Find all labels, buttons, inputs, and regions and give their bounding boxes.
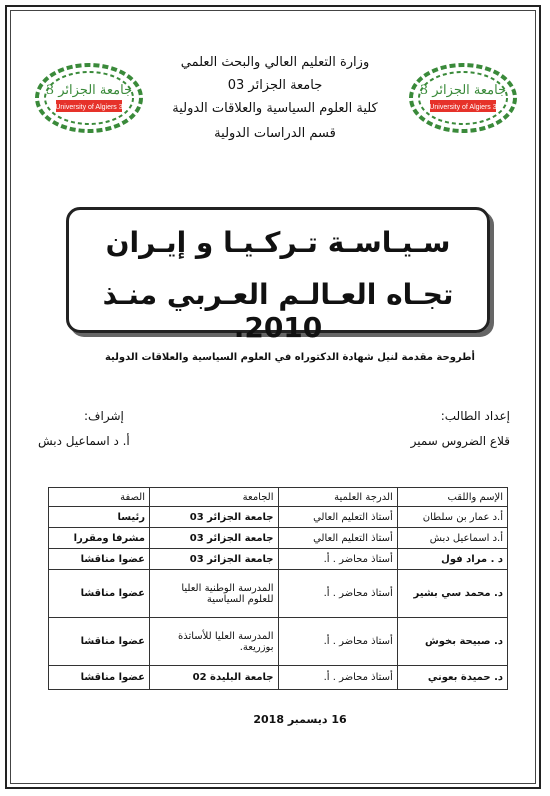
member-university: المدرسة الوطنية العليا للعلوم السياسية (150, 570, 279, 618)
member-rank: أستاذ محاضر . أ. (278, 618, 397, 666)
department-name: قسم الدراسات الدولية (214, 126, 336, 141)
thesis-subtitle: أطروحة مقدمة لنيل شهادة الدكتوراه في العلوم السياسية والعلاقات الدولية (104, 352, 475, 363)
col-header-name: الإسم واللقب (397, 488, 507, 507)
table-row (49, 528, 508, 549)
defense-date: 16 ديسمبر 2018 (253, 713, 347, 726)
jury-table (48, 487, 508, 690)
university-name: جامعة الجزائر 03 (227, 78, 323, 93)
member-role: عضوا مناقشا (49, 549, 150, 570)
member-university: جامعة الجزائر 03 (150, 549, 279, 570)
col-header-rank: الدرجة العلمية (278, 488, 397, 507)
table-row (49, 618, 508, 666)
member-university: جامعة الجزائر 03 (150, 528, 279, 549)
member-name: أ.د اسماعيل دبش (397, 528, 507, 549)
member-university: المدرسة العليا للأساتذة بوزريعة. (150, 618, 279, 666)
member-name: د. صبيحة بخوش (397, 618, 507, 666)
table-row (49, 666, 508, 690)
student-label: إعداد الطالب: (440, 409, 510, 423)
member-role: رئيسا (49, 507, 150, 528)
member-rank: أستاذ محاضر . أ. (278, 666, 397, 690)
university-logo-right (408, 62, 518, 134)
table-row (49, 570, 508, 618)
supervisor-name: أ. د اسماعيل دبش (38, 434, 130, 448)
member-rank: أستاذ التعليم العالي (278, 507, 397, 528)
member-name: د . مراد فول (397, 549, 507, 570)
member-name: أ.د عمار بن سلطان (397, 507, 507, 528)
member-role: عضوا مناقشا (49, 666, 150, 690)
title-box (66, 207, 490, 344)
supervisor-label: إشراف: (84, 409, 124, 423)
member-university: جامعة الجزائر 03 (150, 507, 279, 528)
faculty-name: كلية العلوم السياسية والعلاقات الدولية (172, 101, 378, 116)
member-role: عضوا مناقشا (49, 570, 150, 618)
table-header-row (49, 488, 508, 507)
table-row (49, 507, 508, 528)
logo-text-ar-left: جامعة الجزائر 3 (45, 83, 133, 98)
member-rank: أستاذ محاضر . أ. (278, 549, 397, 570)
ministry-name: وزارة التعليم العالي والبحث العلمي (180, 55, 370, 70)
member-rank: أستاذ محاضر . أ. (278, 570, 397, 618)
col-header-university: الجامعة (150, 488, 279, 507)
student-name: قلاع الضروس سمير (410, 434, 510, 448)
member-name: د. حميدة بعوني (397, 666, 507, 690)
table-row (49, 549, 508, 570)
logo-text-ar-right: جامعة الجزائر 3 (419, 83, 507, 98)
logo-text-en-right: University of Algiers 3 (429, 104, 497, 111)
member-university: جامعة البليدة 02 (150, 666, 279, 690)
logo-text-en-left: University of Algiers 3 (55, 104, 123, 111)
title-line-2: تجـاه العـالـم العـربي منـذ 2010. (102, 278, 454, 344)
member-role: مشرفا ومقررا (49, 528, 150, 549)
member-rank: أستاذ التعليم العالي (278, 528, 397, 549)
title-line-1: سـيـاسـة تـركـيـا و إيـران (105, 226, 451, 259)
member-role: عضوا مناقشا (49, 618, 150, 666)
member-name: د. محمد سي بشير (397, 570, 507, 618)
col-header-role: الصفة (49, 488, 150, 507)
university-logo-left (34, 62, 144, 134)
